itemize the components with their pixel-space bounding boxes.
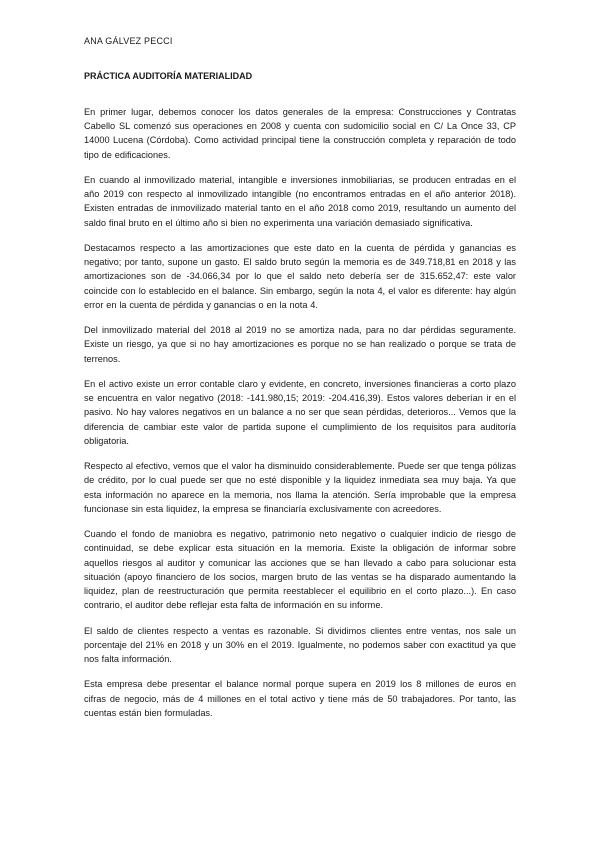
author-name: ANA GÁLVEZ PECCI (84, 36, 173, 46)
paragraph-cash: Respecto al efectivo, vemos que el valor ha disminuido considerablemente. Puede ser que tenga pólizas de crédito, por lo cual puede ser que no esté disponible y la liquidez inmediata sea muy baja. Ya que esta información no aparece en la memoria, nos llama la atención. Sería improbable que la empresa funcionase sin esta liquidez, la empresa se financiaría exclusivamente con acreedores. (84, 461, 516, 514)
paragraph-accounting-error: En el activo existe un error contable claro y evidente, en concreto, inversiones financieras a corto plazo se encuentra en valor negativo (2018: -141.980,15; 2019: -204.416,39). Estos valores deberían ir en el pasivo. No hay valores negativos en un balance a no ser que sean pérdidas, deterioros... Vemos que la diferencia de cambiar este valor de partida supone el cumplimiento de los requisitos para auditoría obligatoria. (84, 379, 516, 446)
paragraph-clients: El saldo de clientes respecto a ventas es razonable. Si dividimos clientes entre ventas, nos sale un porcentaje del 21% en 2018 y un 30% en el 2019. Igualmente, no podemos saber con exactitud ya que nos falta información. (84, 625, 516, 665)
paragraph-amortizations: Destacamos respecto a las amortizaciones que este dato en la cuenta de pérdida y ganancias es negativo; por tanto, supone un gasto. El saldo bruto según la memoria es de 349.718,81 en 2018 y las amortizaciones son de -34.066,34 por lo que el saldo neto debería ser de 315.652,47: este valor coincide con lo establecido en el balance. Sin embargo, según la nota 4, el valor es diferente: hay algún error en la cuenta de pérdida y ganancias o en la nota 4. (84, 243, 516, 310)
paragraph-fixed-assets: En cuando al inmovilizado material, intangible e inversiones inmobiliarias, se producen entradas en el año 2019 con respecto al inmovilizado intangible (no encontramos entradas en el año anterior 2018). Existen entradas de inmovilizado material tanto en el año 2018 como 2019, resultando un aumento del saldo final bruto en el último año si bien no experimenta una variación demasiado significativa. (84, 175, 516, 228)
paragraph-working-capital: Cuando el fondo de maniobra es negativo, patrimonio neto negativo o cualquier indicio de riesgo de continuidad, se debe explicar esta situación en la memoria. Existe la obligación de informar sobre aquellos riesgos al auditor y comunicar las acciones que se han llevado a cabo para solucionar esta situación (apoyo financiero de los socios, margen bruto de las ventas se ha disparado aumentando la liquidez, plan de reestructuración que permita reestablecer el equilibrio en el corto plazo...). En caso contrario, el auditor debe reflejar esta falta de información en su informe. (84, 529, 516, 611)
paragraph-company-overview: En primer lugar, debemos conocer los datos generales de la empresa: Construcciones y Contratas Cabello SL comenzó sus operaciones en 2008 y cuenta con sudomicilio social en C/ La Once 33, CP 14000 Lucena (Córdoba). Como actividad principal tiene la construcción completa y reparación de todo tipo de edificaciones. (84, 107, 516, 160)
document-title: PRÁCTICA AUDITORÍA MATERIALIDAD (84, 71, 253, 81)
document-body (84, 105, 516, 720)
paragraph-balance-format: Esta empresa debe presentar el balance normal porque supera en 2019 los 8 millones de euros en cifras de negocio, más de 4 millones en el total activo y tiene más de 50 trabajadores. Por tanto, las cuentas están bien formuladas. (84, 679, 516, 718)
paragraph-no-amortization: Del inmovilizado material del 2018 al 2019 no se amortiza nada, para no dar pérdidas seguramente. Existe un riesgo, ya que si no hay amortizaciones es porque no se han realizado o porque se trata de terrenos. (84, 325, 516, 364)
